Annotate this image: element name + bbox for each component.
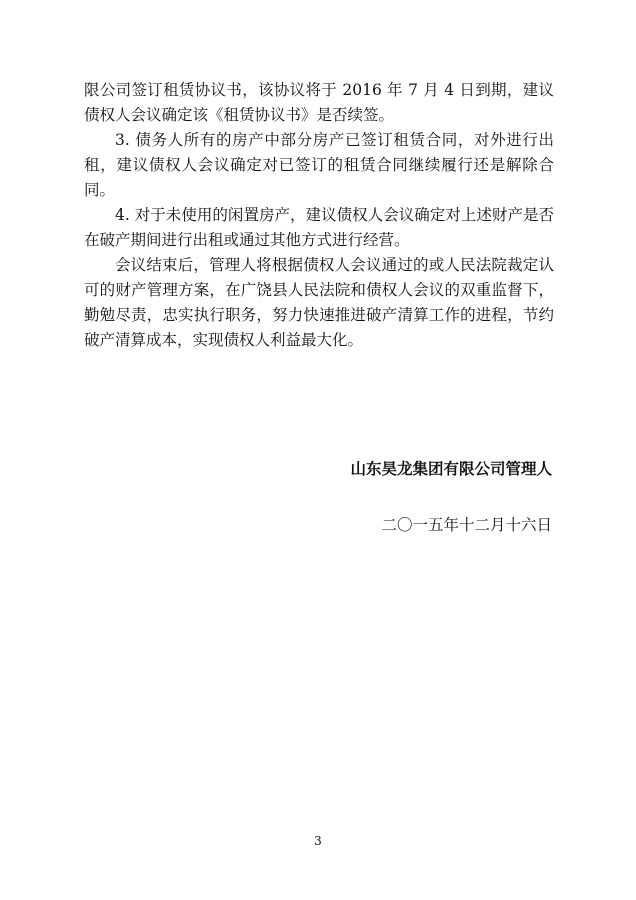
paragraph-item-4-idle-property: 4. 对于未使用的闲置房产，建议债权人会议确定对上述财产是否在破产期间进行出租或通过其他方式进行经营。 bbox=[84, 206, 554, 249]
document-body bbox=[84, 78, 554, 353]
page-number: 3 bbox=[314, 834, 322, 848]
paragraph-lease-renewal: 限公司签订租赁协议书，该协议将于 2016 年 7 月 4 日到期，建议债权人会议确定该《租赁协议书》是否续签。 bbox=[84, 81, 554, 124]
signature-date: 二〇一五年十二月十六日 bbox=[381, 516, 552, 534]
signature-organization: 山东昊龙集团有限公司管理人 bbox=[350, 459, 552, 478]
paragraph-after-meeting: 会议结束后，管理人将根据债权人会议通过的或人民法院裁定认可的财产管理方案，在广饶县人民法院和债权人会议的双重监督下，勤勉尽责，忠实执行职务，努力快速推进破产清算工作的进程，节约破产清算成本，实现债权人利益最大化。 bbox=[84, 256, 554, 349]
paragraph-item-3-leased-property: 3. 债务人所有的房产中部分房产已签订租赁合同，对外进行出租，建议债权人会议确定对已签订的租赁合同继续履行还是解除合同。 bbox=[84, 131, 554, 199]
